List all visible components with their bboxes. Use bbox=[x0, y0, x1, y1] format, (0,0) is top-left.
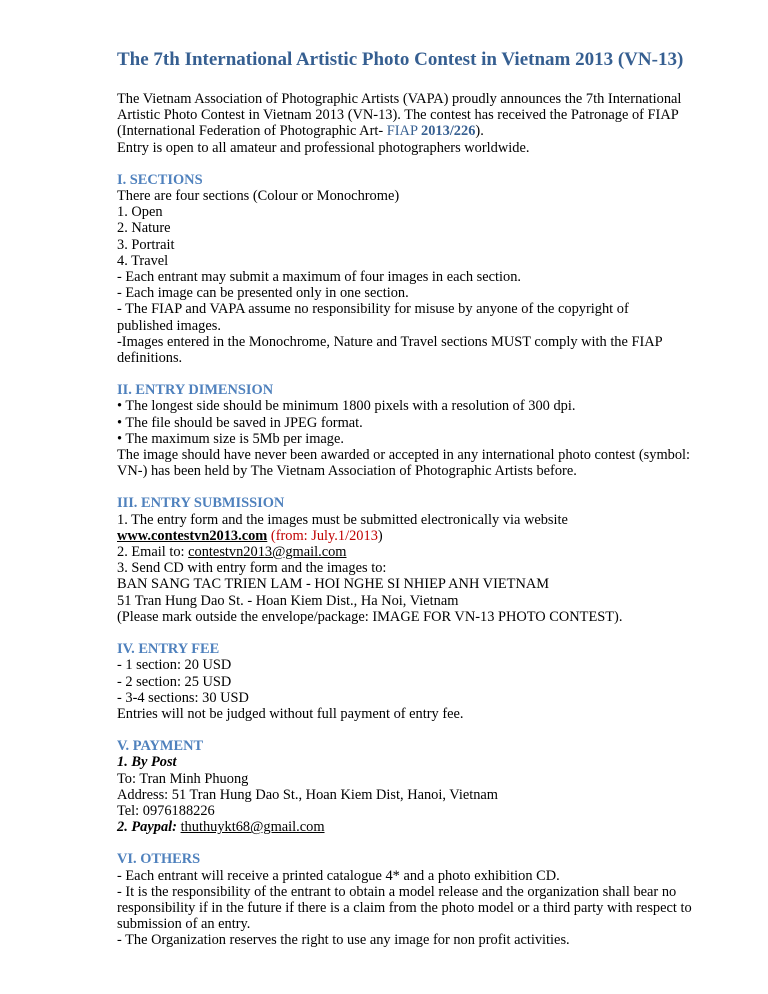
entry-fee-line: - 2 section: 25 USD bbox=[117, 673, 232, 690]
sections-line: There are four sections (Colour or Monochrome) bbox=[117, 188, 400, 205]
payment-paypal-line bbox=[117, 819, 724, 835]
sections-line: published images. bbox=[117, 317, 221, 334]
others-line: submission of an entry. bbox=[117, 916, 251, 933]
sections-line: 4. Travel bbox=[117, 252, 169, 269]
sections-line: 2. Nature bbox=[117, 220, 171, 237]
entry-fee-line: - 1 section: 20 USD bbox=[117, 657, 232, 674]
entry-dimension-list bbox=[117, 398, 724, 479]
payment-line: Address: 51 Tran Hung Dao St., Hoan Kiem Dist, Hanoi, Vietnam bbox=[117, 786, 498, 803]
fiap-patronage-number: 2013/226 bbox=[421, 123, 476, 140]
paypal-email-link[interactable]: thuthuykt68@gmail.com bbox=[180, 819, 325, 836]
others-line: responsibility if in the future if there is a claim from the photo model or a third party with respect to bbox=[117, 899, 692, 916]
entry-submission-line: 1. The entry form and the images must be submitted electronically via website bbox=[117, 511, 568, 528]
others-line: - Each entrant will receive a printed catalogue 4* and a photo exhibition CD. bbox=[117, 867, 560, 884]
intro-line: Artistic Photo Contest in Vietnam 2013 (VN-13). The contest has received the Patronage of FIAP bbox=[117, 107, 679, 124]
sections-list bbox=[117, 188, 724, 366]
others-line: - The Organization reserves the right to use any image for non profit activities. bbox=[117, 932, 570, 949]
entry-fee-list bbox=[117, 657, 724, 722]
sections-line: definitions. bbox=[117, 350, 183, 367]
intro-line: (International Federation of Photographic Art- FIAP 2013/226). bbox=[117, 123, 484, 140]
website-link[interactable]: www.contestvn2013.com bbox=[117, 527, 268, 544]
intro-line: The Vietnam Association of Photographic Artists (VAPA) proudly announces the 7th International bbox=[117, 91, 682, 107]
entry-fee-line: Entries will not be judged without full payment of entry fee. bbox=[117, 705, 464, 722]
sections-line: - Each image can be presented only in one section. bbox=[117, 285, 409, 302]
intro-paragraph bbox=[117, 91, 724, 156]
others-line: - It is the responsibility of the entrant to obtain a model release and the organization shall bear no bbox=[117, 883, 677, 900]
entry-dimension-line: • The longest side should be minimum 1800 pixels with a resolution of 300 dpi. bbox=[117, 398, 576, 415]
sections-line: - The FIAP and VAPA assume no responsibility for misuse by anyone of the copyright of bbox=[117, 301, 629, 318]
intro-line: Entry is open to all amateur and professional photographers worldwide. bbox=[117, 139, 530, 156]
entry-submission-heading: III. ENTRY SUBMISSION bbox=[117, 495, 285, 512]
entry-dimension-line: The image should have never been awarded or accepted in any international photo contest (symbol: bbox=[117, 447, 691, 464]
entry-fee-heading: IV. ENTRY FEE bbox=[117, 641, 220, 658]
entry-dimension-line: VN-) has been held by The Vietnam Association of Photographic Artists before. bbox=[117, 463, 577, 480]
entry-fee-line: - 3-4 sections: 30 USD bbox=[117, 689, 249, 706]
contest-email-link[interactable]: contestvn2013@gmail.com bbox=[188, 544, 347, 561]
entry-submission-line: (Please mark outside the envelope/package: IMAGE FOR VN-13 PHOTO CONTEST). bbox=[117, 608, 623, 625]
entry-submission-line: BAN SANG TAC TRIEN LAM - HOI NGHE SI NHIEP ANH VIETNAM bbox=[117, 576, 550, 593]
payment-by-post: 1. By Post bbox=[117, 754, 177, 771]
entry-submission-website-line: www.contestvn2013.com (from: July.1/2013) bbox=[117, 527, 383, 544]
entry-dimension-heading: II. ENTRY DIMENSION bbox=[117, 382, 274, 399]
entry-submission-list bbox=[117, 512, 724, 625]
sections-line: 1. Open bbox=[117, 204, 163, 221]
fiap-label: FIAP bbox=[386, 123, 418, 140]
entry-dimension-line: • The file should be saved in JPEG format. bbox=[117, 414, 363, 431]
sections-heading: I. SECTIONS bbox=[117, 171, 203, 188]
paypal-label: 2. Paypal: bbox=[117, 819, 177, 836]
payment-line: Tel: 0976188226 bbox=[117, 802, 215, 819]
sections-line: -Images entered in the Monochrome, Nature and Travel sections MUST comply with the FIAP bbox=[117, 333, 663, 350]
entry-submission-line: 3. Send CD with entry form and the images to: bbox=[117, 560, 387, 577]
sections-line: 3. Portrait bbox=[117, 236, 175, 253]
entry-dimension-line: • The maximum size is 5Mb per image. bbox=[117, 430, 344, 447]
sections-line: - Each entrant may submit a maximum of four images in each section. bbox=[117, 269, 522, 286]
payment-heading: V. PAYMENT bbox=[117, 738, 204, 755]
entry-submission-line: 51 Tran Hung Dao St. - Hoan Kiem Dist., Ha Noi, Vietnam bbox=[117, 592, 459, 609]
others-list bbox=[117, 868, 724, 949]
payment-line: To: Tran Minh Phuong bbox=[117, 770, 249, 787]
open-date: from: July.1/2013 bbox=[275, 527, 378, 544]
entry-submission-email-line: 2. Email to: contestvn2013@gmail.com bbox=[117, 544, 347, 561]
page-title: The 7th International Artistic Photo Contest in Vietnam 2013 (VN-13) bbox=[117, 49, 684, 70]
payment-list bbox=[117, 754, 724, 835]
others-heading: VI. OTHERS bbox=[117, 851, 201, 868]
